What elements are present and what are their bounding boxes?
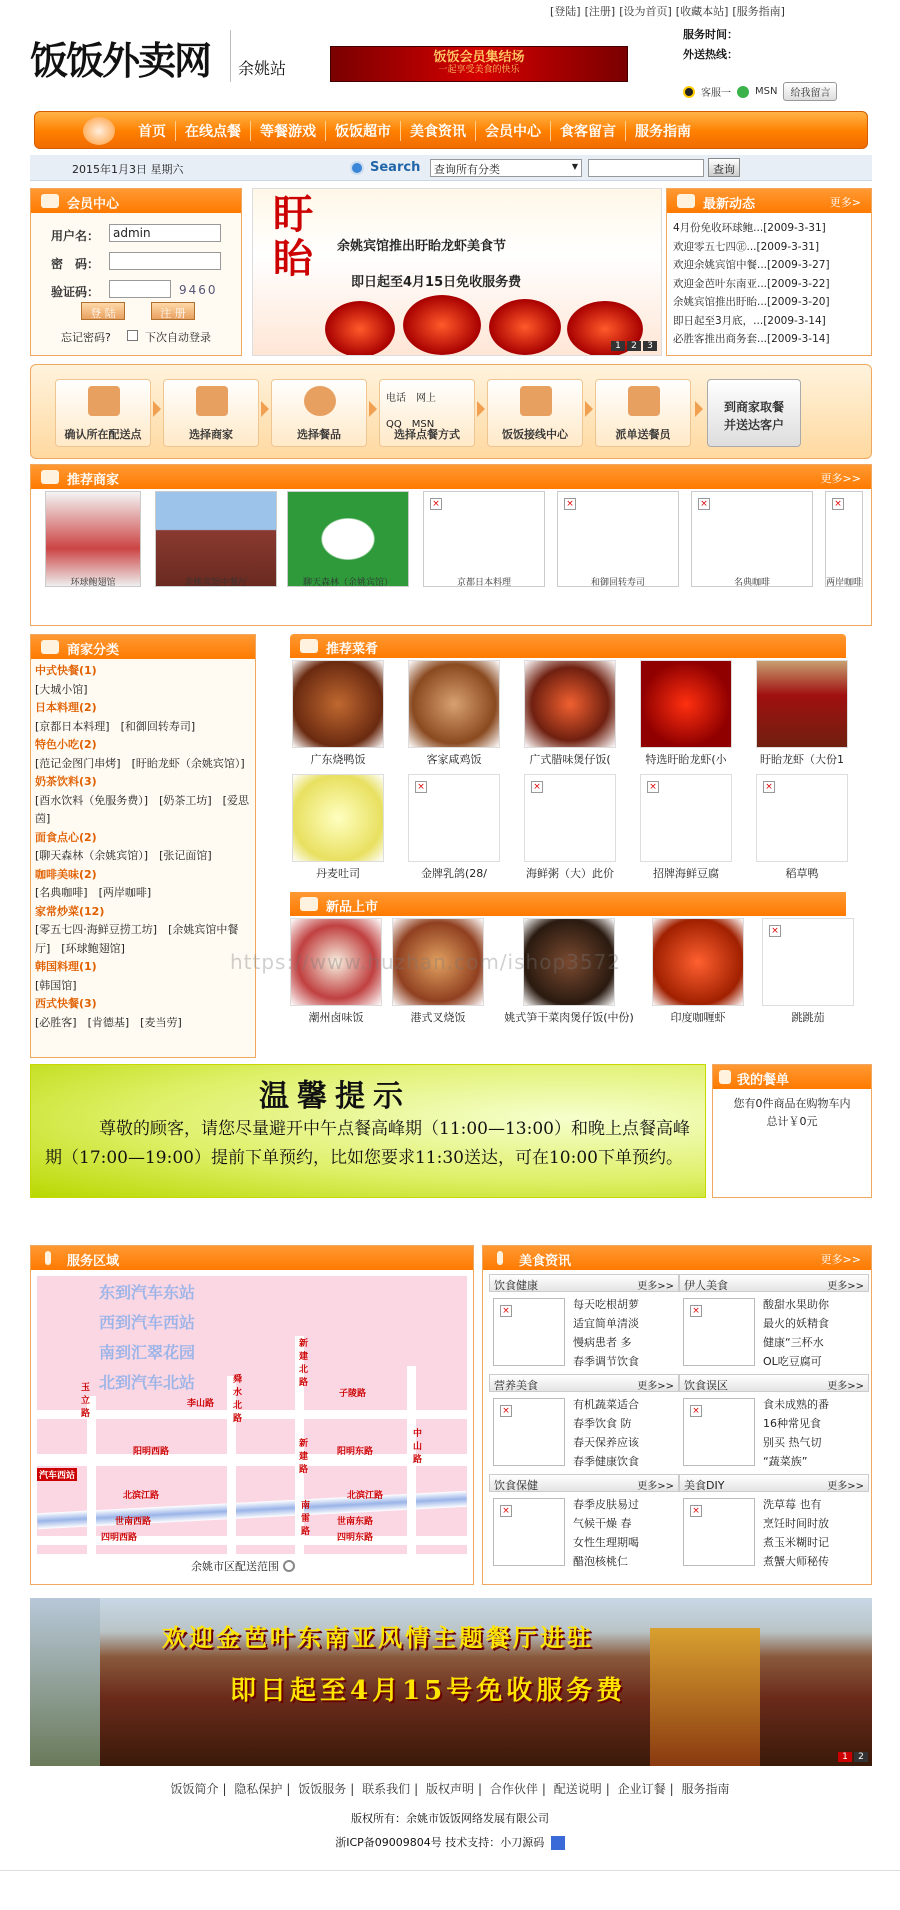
merchant-card[interactable]: × 两岸咖啡 <box>825 491 863 587</box>
tips-title: 温馨提示 <box>259 1079 411 1114</box>
support-icon[interactable] <box>551 1836 565 1850</box>
news-subsection <box>489 1274 679 1372</box>
arrow-icon <box>695 401 703 417</box>
broken-image-icon: × <box>531 781 543 793</box>
merchants-header: 推荐商家 更多>> <box>31 465 871 489</box>
dish-icon <box>300 897 318 911</box>
dish-card[interactable]: 盱眙龙虾（大份1 <box>756 660 848 767</box>
top-links <box>550 3 785 19</box>
nav-house-icon <box>83 117 115 145</box>
news-link[interactable]: 煮蟹大师秘传 <box>763 1555 829 1568</box>
hero-page-3[interactable]: 3 <box>643 341 657 351</box>
order-methods: 电话 网上 QQ MSN <box>386 393 436 430</box>
food-news-more-link[interactable]: 更多>> <box>820 1253 861 1266</box>
subsection-title[interactable]: 饮食误区 <box>684 1379 728 1392</box>
arrow-icon <box>153 401 161 417</box>
category-items[interactable]: [范记金图门串烤] [盱眙龙虾（余姚宾馆）] <box>35 756 245 770</box>
nav-guestbook[interactable]: 食客留言 <box>551 121 626 141</box>
dish-image <box>756 660 848 748</box>
footer-link[interactable]: 合作伙伴 <box>489 1782 538 1796</box>
news-link[interactable]: 食未成熟的番 <box>763 1398 829 1411</box>
news-subsection <box>679 1474 869 1572</box>
cart-total: 总计￥0元 <box>766 1115 818 1128</box>
order-steps <box>30 364 872 459</box>
nav-order-online[interactable]: 在线点餐 <box>176 121 251 141</box>
username-label: 用户名： <box>51 229 100 243</box>
street-label: 南雷路 <box>301 1501 311 1537</box>
arrow-icon <box>369 401 377 417</box>
main-nav <box>34 111 868 149</box>
service-time-label: 服务时间： <box>683 28 738 41</box>
street-label: 北滨江路 <box>123 1491 160 1501</box>
logo-divider <box>230 30 231 82</box>
bar-icon <box>497 1251 503 1265</box>
news-link[interactable]: 每天吃根胡萝 <box>573 1298 639 1311</box>
watermark: https://www.huzhan.com/ishop3572 <box>230 950 622 974</box>
broken-image-icon: × <box>698 498 710 510</box>
news-panel-header <box>667 189 871 213</box>
merchant-card[interactable]: 聊天森林（余姚宾馆） <box>287 491 409 587</box>
broken-image-icon: × <box>500 1505 512 1517</box>
news-link[interactable]: 有机蔬菜适合 <box>573 1398 639 1411</box>
city-name: 余姚站 <box>238 59 287 78</box>
broken-image-icon: × <box>690 1305 702 1317</box>
hero-title: 盱眙 <box>273 191 313 282</box>
banner-page-2[interactable]: 2 <box>854 1752 868 1762</box>
news-link[interactable]: “蔬菜族” <box>763 1455 808 1468</box>
street-label: 四明东路 <box>337 1533 374 1543</box>
subsection-title[interactable]: 营养美食 <box>494 1379 538 1392</box>
map-direction: 南到汇翠花园 <box>99 1343 196 1362</box>
search-icon <box>350 161 364 175</box>
dish-card[interactable]: × 跳跳茄 <box>762 918 854 1025</box>
dish-image <box>652 918 744 1006</box>
footer-link[interactable]: 饭饭简介 <box>170 1782 219 1796</box>
dish-card[interactable]: 广东烧鸭饭 <box>292 660 384 767</box>
zoom-icon[interactable] <box>283 1560 295 1572</box>
merchants-more-link[interactable]: 更多>> <box>820 472 861 485</box>
footer-link[interactable]: 隐私保护 <box>234 1782 283 1796</box>
footer-link[interactable]: 版权声明 <box>425 1782 474 1796</box>
news-link[interactable]: 慢病患者 多 <box>573 1336 632 1349</box>
news-subsection <box>679 1274 869 1372</box>
news-link[interactable]: 春天保养应该 <box>573 1436 639 1449</box>
map-direction: 西到汽车西站 <box>99 1313 196 1332</box>
banner-line2: 即日起至4月15号免收服务费 <box>230 1676 627 1706</box>
crayfish-dish-image <box>489 299 561 355</box>
category-heading[interactable]: 家常炒菜(12) <box>35 904 105 918</box>
phone-icon <box>520 386 552 416</box>
dish-card[interactable]: × 海鲜粥（大）此价 <box>524 774 616 881</box>
warm-tips-banner <box>30 1064 706 1198</box>
banner-line1: 欢迎金芭叶东南亚风情主题餐厅进驻 <box>162 1623 594 1652</box>
qq-icon <box>683 86 695 98</box>
service-area-header: 服务区域 <box>31 1246 473 1270</box>
dish-card[interactable]: × 稻草鸭 <box>756 774 848 881</box>
hotline-label: 外送热线： <box>683 48 738 61</box>
dish-image <box>524 660 616 748</box>
map-road <box>87 1396 96 1554</box>
qq-service-link[interactable]: 客服一 <box>701 88 731 99</box>
dish-card[interactable]: 特选盱眙龙虾(小 <box>640 660 732 767</box>
dish-card[interactable]: 港式叉烧饭 <box>392 918 484 1025</box>
footer-link[interactable]: 饭饭服务 <box>298 1782 347 1796</box>
login-link[interactable]: [登陆] <box>550 5 581 18</box>
category-items[interactable]: [名典咖啡] [两岸咖啡] <box>35 886 152 899</box>
crayfish-dish-image <box>325 301 395 356</box>
street-label: 子陵路 <box>339 1389 367 1399</box>
current-date: 2015年1月3日 星期六 <box>72 163 184 176</box>
news-link[interactable]: 煮玉米糊时记 <box>763 1536 829 1549</box>
news-link[interactable]: 最火的妖精食 <box>763 1317 829 1330</box>
category-heading[interactable]: 奶茶饮料(3) <box>35 775 97 788</box>
step-dispatch: 派单送餐员 <box>595 379 691 447</box>
step-choose-merchant: 选择商家 <box>163 379 259 447</box>
dish-card[interactable]: × 招牌海鲜豆腐 <box>640 774 732 881</box>
map-road <box>37 1410 467 1419</box>
merchant-card[interactable]: × 名典咖啡 <box>691 491 813 587</box>
step-order-method: 电话 网上 QQ MSN 选择点餐方式 <box>379 379 475 447</box>
broken-image-icon: × <box>500 1305 512 1317</box>
broken-image-icon: × <box>430 498 442 510</box>
forgot-password-link[interactable]: 忘记密码? <box>61 331 111 344</box>
service-area-panel <box>30 1245 474 1585</box>
tree-image <box>30 1598 100 1766</box>
street-label: 世南西路 <box>115 1517 152 1527</box>
subsection-more-link[interactable]: 更多>> <box>827 1481 864 1492</box>
station-label: 汽车西站 <box>37 1468 77 1481</box>
news-link[interactable]: 醋泡核桃仁 <box>573 1555 628 1568</box>
category-items[interactable]: [酉水饮料（免服务费）] [奶茶工坊] [爱思茵] <box>35 793 249 825</box>
category-heading[interactable]: 面食点心(2) <box>35 830 97 844</box>
top-banner-line1: 饭饭会员集结场 <box>433 50 525 65</box>
street-label: 阳明东路 <box>337 1447 374 1457</box>
dish-card[interactable]: 客家咸鸡饭 <box>408 660 500 767</box>
category-items[interactable]: [必胜客] [肯德基] [麦当劳] <box>35 1015 182 1029</box>
category-items[interactable]: [零五七四·海鲜豆捞工坊] [余姚宾馆中餐厅] [环球鲍翅馆] <box>35 923 239 955</box>
street-label: 四明西路 <box>101 1533 138 1543</box>
category-header: 商家分类 <box>31 635 255 659</box>
map-caption[interactable]: 余姚市区配送范围 <box>191 1560 279 1573</box>
step-choose-food: 选择餐品 <box>271 379 367 447</box>
broken-image-icon: × <box>564 498 576 510</box>
map-road <box>37 1454 467 1466</box>
bowl-icon <box>304 386 336 416</box>
auto-login-checkbox[interactable] <box>127 330 138 341</box>
nav-home[interactable]: 首页 <box>129 121 176 141</box>
news-link[interactable]: 适宜简单清淡 <box>573 1317 639 1330</box>
category-heading[interactable]: 中式快餐(1) <box>35 664 97 677</box>
new-dishes <box>290 918 870 1038</box>
news-link[interactable]: 春季饮食 防 <box>573 1417 632 1430</box>
category-items[interactable]: [大城小馆] <box>35 682 88 696</box>
dish-card[interactable]: 印度咖喱虾 <box>652 918 744 1025</box>
broken-image-icon: × <box>763 781 775 793</box>
news-item[interactable]: 余姚宾馆推出盱眙...[2009-3-20] <box>673 296 830 308</box>
step-call-center: 饭饭接线中心 <box>487 379 583 447</box>
street-label: 北滨江路 <box>347 1491 384 1501</box>
site-logo[interactable]: 饭饭外卖网 <box>30 38 211 83</box>
new-dishes-header: 新品上市 <box>290 892 846 916</box>
street-label: 玉立路 <box>81 1383 91 1419</box>
arrow-icon <box>585 401 593 417</box>
recommended-dishes <box>290 660 850 890</box>
news-link[interactable]: 洗草莓 也有 <box>763 1498 822 1511</box>
news-item[interactable]: 4月份免收环球鲍...[2009-3-31] <box>673 222 826 234</box>
im-contacts <box>683 82 837 101</box>
broken-image-icon: × <box>500 1405 512 1417</box>
nav-service-guide[interactable]: 服务指南 <box>635 124 691 140</box>
dish-card[interactable]: 潮州卤味饭 <box>290 918 382 1025</box>
broken-image-icon: × <box>690 1405 702 1417</box>
restaurant-banner[interactable] <box>30 1598 872 1766</box>
msn-link[interactable]: MSN <box>755 86 778 97</box>
captcha-input[interactable] <box>109 280 171 298</box>
dish-image <box>408 660 500 748</box>
news-panel-title: 最新动态 <box>703 197 756 212</box>
news-link[interactable]: OL吃豆腐可 <box>763 1355 822 1368</box>
news-panel <box>666 188 872 356</box>
news-item[interactable]: 欢迎余姚宾馆中餐...[2009-3-27] <box>673 259 830 271</box>
news-item[interactable]: 欢迎零五七四㊣...[2009-3-31] <box>673 240 820 253</box>
footer-link[interactable]: 企业订餐 <box>617 1782 666 1796</box>
news-item[interactable]: 即日起至3月底，...[2009-3-14] <box>673 314 826 327</box>
member-panel-header <box>31 189 241 213</box>
map-direction: 北到汽车北站 <box>99 1373 196 1392</box>
pavilion-image <box>650 1628 760 1766</box>
category-items[interactable]: [京都日本料理] [和御回转寿司] <box>35 719 196 733</box>
news-link[interactable]: 春季健康饮食 <box>573 1455 639 1468</box>
dish-image <box>292 774 384 862</box>
building-icon <box>196 386 228 416</box>
merchant-card[interactable]: 余姚宾馆中餐厅 <box>155 491 277 587</box>
nav-food-news[interactable]: 美食资讯 <box>401 121 476 141</box>
footer-links: 饭饭简介 | 隐私保护 | 饭饭服务 | 联系我们 | 版权声明 | 合作伙伴 | 配送说明 | 企业订餐 | 服务指南 <box>170 1782 730 1796</box>
news-icon <box>677 194 695 208</box>
footer-link[interactable]: 联系我们 <box>362 1782 411 1796</box>
news-link[interactable]: 16种常见食 <box>763 1417 821 1430</box>
dish-card[interactable]: 姚式笋干菜肉煲仔饭(中份) <box>494 918 644 1025</box>
icp-info: 浙ICP备09009804号 技术支持：小刀源码 <box>0 1834 900 1850</box>
delivery-map[interactable] <box>37 1276 467 1554</box>
map-direction: 东到汽车东站 <box>99 1283 196 1302</box>
hero-banner[interactable] <box>252 188 662 356</box>
subsection-more-link[interactable]: 更多>> <box>637 1481 674 1492</box>
news-item[interactable]: 必胜客推出商务套...[2009-3-14] <box>673 333 830 345</box>
bar-icon <box>45 1251 51 1265</box>
food-news-panel <box>482 1245 872 1585</box>
news-link[interactable]: 春季调节饮食 <box>573 1355 639 1368</box>
password-input[interactable] <box>109 252 221 270</box>
subsection-more-link[interactable]: 更多>> <box>827 1281 864 1292</box>
merchant-card[interactable]: 环球鲍翅馆 <box>45 491 141 587</box>
banner-page-1[interactable]: 1 <box>838 1752 852 1762</box>
street-label: 世南东路 <box>337 1517 374 1527</box>
arrow-icon <box>261 401 269 417</box>
search-label: Search <box>370 160 421 175</box>
people-icon <box>628 386 660 416</box>
hero-page-1[interactable]: 1 <box>611 341 625 351</box>
news-link[interactable]: 健康“三杯水 <box>763 1336 824 1349</box>
news-link[interactable]: 女性生理期喝 <box>573 1536 639 1549</box>
street-label: 新建北路 <box>299 1339 309 1388</box>
category-heading[interactable]: 特色小吃(2) <box>35 738 97 751</box>
captcha-label: 验证码： <box>51 285 100 299</box>
category-heading[interactable]: 咖啡美味(2) <box>35 867 97 881</box>
dish-card[interactable]: × 金牌乳鸽(28/ <box>408 774 500 881</box>
my-order-header: 我的餐单 <box>713 1065 871 1089</box>
hero-line2: 即日起至4月15日免收服务费 <box>351 275 522 290</box>
subsection-more-link[interactable]: 更多>> <box>637 1281 674 1292</box>
category-select[interactable]: 查询所有分类 ▼ <box>430 159 582 177</box>
favorite-link[interactable]: [收藏本站] <box>675 5 729 18</box>
subsection-title[interactable]: 饮食保健 <box>494 1479 538 1492</box>
top-ad-banner[interactable] <box>330 46 628 82</box>
subsection-title[interactable]: 美食DIY <box>684 1479 725 1492</box>
dish-image <box>292 660 384 748</box>
guestbook-button[interactable]: 给我留言 <box>783 82 837 101</box>
category-items[interactable]: [韩国馆] <box>35 978 77 992</box>
auto-login-label: 下次自动登录 <box>145 331 211 344</box>
register-link[interactable]: [注册] <box>584 5 616 18</box>
msn-icon <box>737 86 749 98</box>
merchant-card[interactable]: × 和御回转寿司 <box>557 491 679 587</box>
member-cup-icon <box>41 194 59 208</box>
street-label: 阳明西路 <box>133 1447 170 1457</box>
footer-divider <box>0 1870 900 1871</box>
street-label: 新建路 <box>299 1439 309 1475</box>
street-label: 李山路 <box>187 1399 215 1409</box>
footer-link[interactable]: 服务指南 <box>681 1782 730 1796</box>
search-button[interactable]: 查询 <box>708 158 740 177</box>
captcha-code: 9460 <box>179 283 218 297</box>
broken-image-icon: × <box>415 781 427 793</box>
dish-card[interactable]: 丹麦吐司 <box>292 774 384 881</box>
nav-games[interactable]: 等餐游戏 <box>251 121 326 141</box>
subsection-title[interactable]: 伊人美食 <box>684 1279 728 1292</box>
hero-line1: 余姚宾馆推出盱眙龙虾美食节 <box>337 239 507 254</box>
cart-count: 您有0件商品在购物车内 <box>733 1097 851 1110</box>
subsection-more-link[interactable]: 更多>> <box>637 1381 674 1392</box>
food-news-header: 美食资讯 更多>> <box>483 1246 871 1270</box>
map-river <box>37 1491 467 1529</box>
subsection-title[interactable]: 饮食健康 <box>494 1279 538 1292</box>
category-heading[interactable]: 日本料理(2) <box>35 701 97 714</box>
member-panel <box>30 188 242 356</box>
copyright: 版权所有：余姚市饭饭网络发展有限公司 <box>351 1812 549 1825</box>
step-confirm-location: 确认所在配送点 <box>55 379 151 447</box>
star-icon <box>41 470 59 484</box>
password-label: 密 码： <box>51 257 100 271</box>
category-items[interactable]: [聊天森林（余姚宾馆）] [张记面馆] <box>35 849 212 862</box>
banner-pager <box>838 1752 868 1762</box>
news-item[interactable]: 欢迎金芭叶东南亚...[2009-3-22] <box>673 277 830 290</box>
top-banner-line2: 一起享受美食的快乐 <box>438 65 520 75</box>
broken-image-icon: × <box>690 1505 702 1517</box>
news-link[interactable]: 别买 热气切 <box>763 1436 822 1449</box>
category-panel <box>30 634 256 1058</box>
merchant-card[interactable]: × 京都日本料理 <box>423 491 545 587</box>
service-guide-link[interactable]: [服务指南] <box>732 5 785 18</box>
my-order-panel <box>712 1064 872 1198</box>
username-input[interactable]: admin <box>109 224 221 242</box>
set-homepage-link[interactable]: [设为首页] <box>619 5 672 18</box>
nav-member-center[interactable]: 会员中心 <box>476 121 551 141</box>
street-label: 中山路 <box>413 1429 423 1465</box>
hero-pager <box>611 341 657 351</box>
news-subsection <box>489 1474 679 1572</box>
recommended-dishes-header: 推荐菜肴 <box>290 634 846 658</box>
news-link[interactable]: 烹饪时间时放 <box>763 1517 829 1530</box>
category-heading[interactable]: 韩国料理(1) <box>35 960 97 973</box>
street-label: 舜水北路 <box>233 1375 243 1424</box>
broken-image-icon: × <box>769 925 781 937</box>
arrow-icon <box>477 401 485 417</box>
news-link[interactable]: 酸甜水果助你 <box>763 1298 829 1311</box>
news-list <box>673 219 830 349</box>
crayfish-dish-image <box>403 295 481 355</box>
tips-body: 尊敬的顾客，请您尽量避开中午点餐高峰期（11:00—13:00）和晚上点餐高峰期（17:00—19:00）提前下单预约，比如您要求11:30送达，可在10:00下单预约。 <box>45 1119 690 1168</box>
search-input[interactable] <box>588 159 704 177</box>
category-list <box>31 659 255 1035</box>
news-link[interactable]: 气候干燥 春 <box>573 1517 632 1530</box>
category-heading[interactable]: 西式快餐(3) <box>35 997 97 1010</box>
subsection-more-link[interactable]: 更多>> <box>827 1381 864 1392</box>
broken-image-icon: × <box>832 498 844 510</box>
news-subsection <box>489 1374 679 1472</box>
news-more-link[interactable]: 更多> <box>829 196 861 209</box>
hero-page-2[interactable]: 2 <box>627 341 641 351</box>
cup-icon <box>41 640 59 654</box>
nav-supermarket[interactable]: 饭饭超市 <box>326 121 401 141</box>
dish-image <box>640 660 732 748</box>
member-panel-title: 会员中心 <box>67 197 120 212</box>
recommended-merchants <box>30 464 872 626</box>
dish-icon <box>300 639 318 653</box>
house-icon <box>88 386 120 416</box>
login-button[interactable]: 登 陆 <box>81 302 125 320</box>
register-button[interactable]: 注 册 <box>151 302 195 320</box>
dish-card[interactable]: 广式腊味煲仔饭( <box>524 660 616 767</box>
order-icon <box>719 1070 731 1084</box>
footer-link[interactable]: 配送说明 <box>553 1782 602 1796</box>
step-deliver: 到商家取餐 并送达客户 <box>707 379 801 447</box>
news-subsection <box>679 1374 869 1472</box>
news-link[interactable]: 春季皮肤易过 <box>573 1498 639 1511</box>
broken-image-icon: × <box>647 781 659 793</box>
